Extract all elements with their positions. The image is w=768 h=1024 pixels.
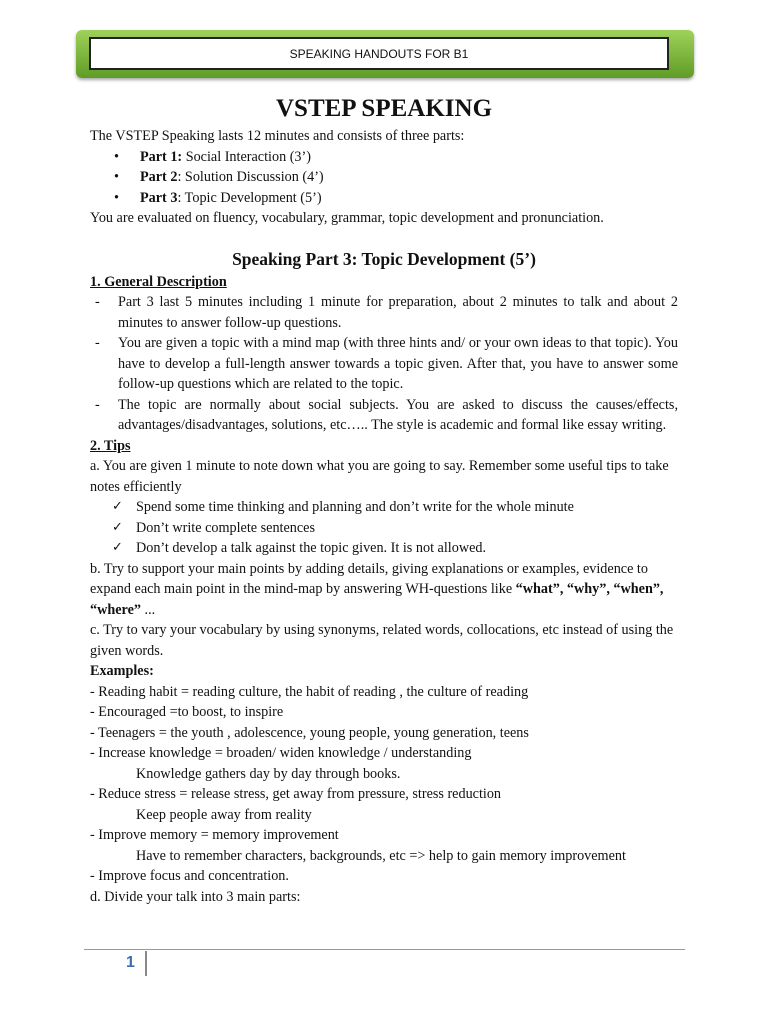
part-item: • Part 3: Topic Development (5’) — [114, 188, 678, 209]
part-item: • Part 2: Solution Discussion (4’) — [114, 167, 678, 188]
list-item: - You are given a topic with a mind map (with three hints and/ or your own ideas to that topic). You have to develop a full-length answer towards a topic given. After that, you have to answer some follow-up questions which are related to the topic. — [90, 333, 678, 395]
example-line: Have to remember characters, backgrounds, etc => help to gain memory improvement — [136, 847, 626, 864]
part3-heading: Speaking Part 3: Topic Development (5’) — [232, 248, 536, 269]
list-item: - The topic are normally about social subjects. You are asked to discuss the causes/effects, advantages/disadvantages, solutions, etc….. The style is academic and formal like essay writing. — [90, 395, 678, 436]
tip-b: b. Try to support your main points by adding details, giving explanations or examples, evidence to expand each main point in the mind-map by answering WH-questions like “what”, “why”, “when”, “where” ... — [90, 560, 664, 618]
footer-divider — [84, 949, 685, 950]
check-item: ✓ Spend some time thinking and planning and don’t write for the whole minute — [112, 497, 678, 518]
example-line: Keep people away from reality — [136, 806, 312, 823]
page-number-divider — [145, 951, 147, 976]
page-title: VSTEP SPEAKING — [275, 95, 493, 122]
tip-a: a. You are given 1 minute to note down what you are going to say. Remember some useful tips to take notes efficiently — [90, 458, 669, 495]
intro-text: The VSTEP Speaking lasts 12 minutes and consists of three parts: — [90, 128, 465, 144]
examples-list — [90, 682, 678, 887]
example-line: - Encouraged =to boost, to inspire — [90, 704, 284, 720]
check-item: ✓ Don’t develop a talk against the topic given. It is not allowed. — [112, 538, 678, 559]
example-line: - Improve memory = memory improvement — [90, 827, 339, 843]
check-item: ✓ Don’t write complete sentences — [112, 518, 678, 539]
tip-d: d. Divide your talk into 3 main parts: — [90, 888, 301, 905]
example-line: - Improve focus and concentration. — [90, 868, 289, 884]
general-description-list — [90, 292, 678, 436]
checklist — [90, 497, 678, 559]
example-line: - Reading habit = reading culture, the habit of reading , the culture of reading — [90, 683, 529, 700]
document-body — [90, 92, 678, 907]
header-title: SPEAKING HANDOUTS FOR B1 — [89, 37, 669, 70]
parts-list — [90, 147, 678, 209]
example-line: Knowledge gathers day by day through books. — [136, 765, 401, 782]
examples-label: Examples: — [90, 663, 154, 679]
page-number: 1 — [126, 954, 135, 971]
evaluation-text: You are evaluated on fluency, vocabulary, grammar, topic development and pronunciation. — [90, 210, 604, 226]
general-description-heading: 1. General Description — [90, 273, 227, 290]
example-line: - Increase knowledge = broaden/ widen knowledge / understanding — [90, 745, 472, 761]
tips-heading: 2. Tips — [90, 437, 131, 454]
tip-c: c. Try to vary your vocabulary by using synonyms, related words, collocations, etc instead of using the given words. — [90, 622, 674, 659]
part-item: • Part 1: Social Interaction (3’) — [114, 147, 678, 168]
example-line: - Reduce stress = release stress, get away from pressure, stress reduction — [90, 786, 502, 802]
list-item: - Part 3 last 5 minutes including 1 minute for preparation, about 2 minutes to talk and about 2 minutes to answer follow-up questions. — [90, 292, 678, 333]
example-line: - Teenagers = the youth , adolescence, young people, young generation, teens — [90, 724, 529, 741]
